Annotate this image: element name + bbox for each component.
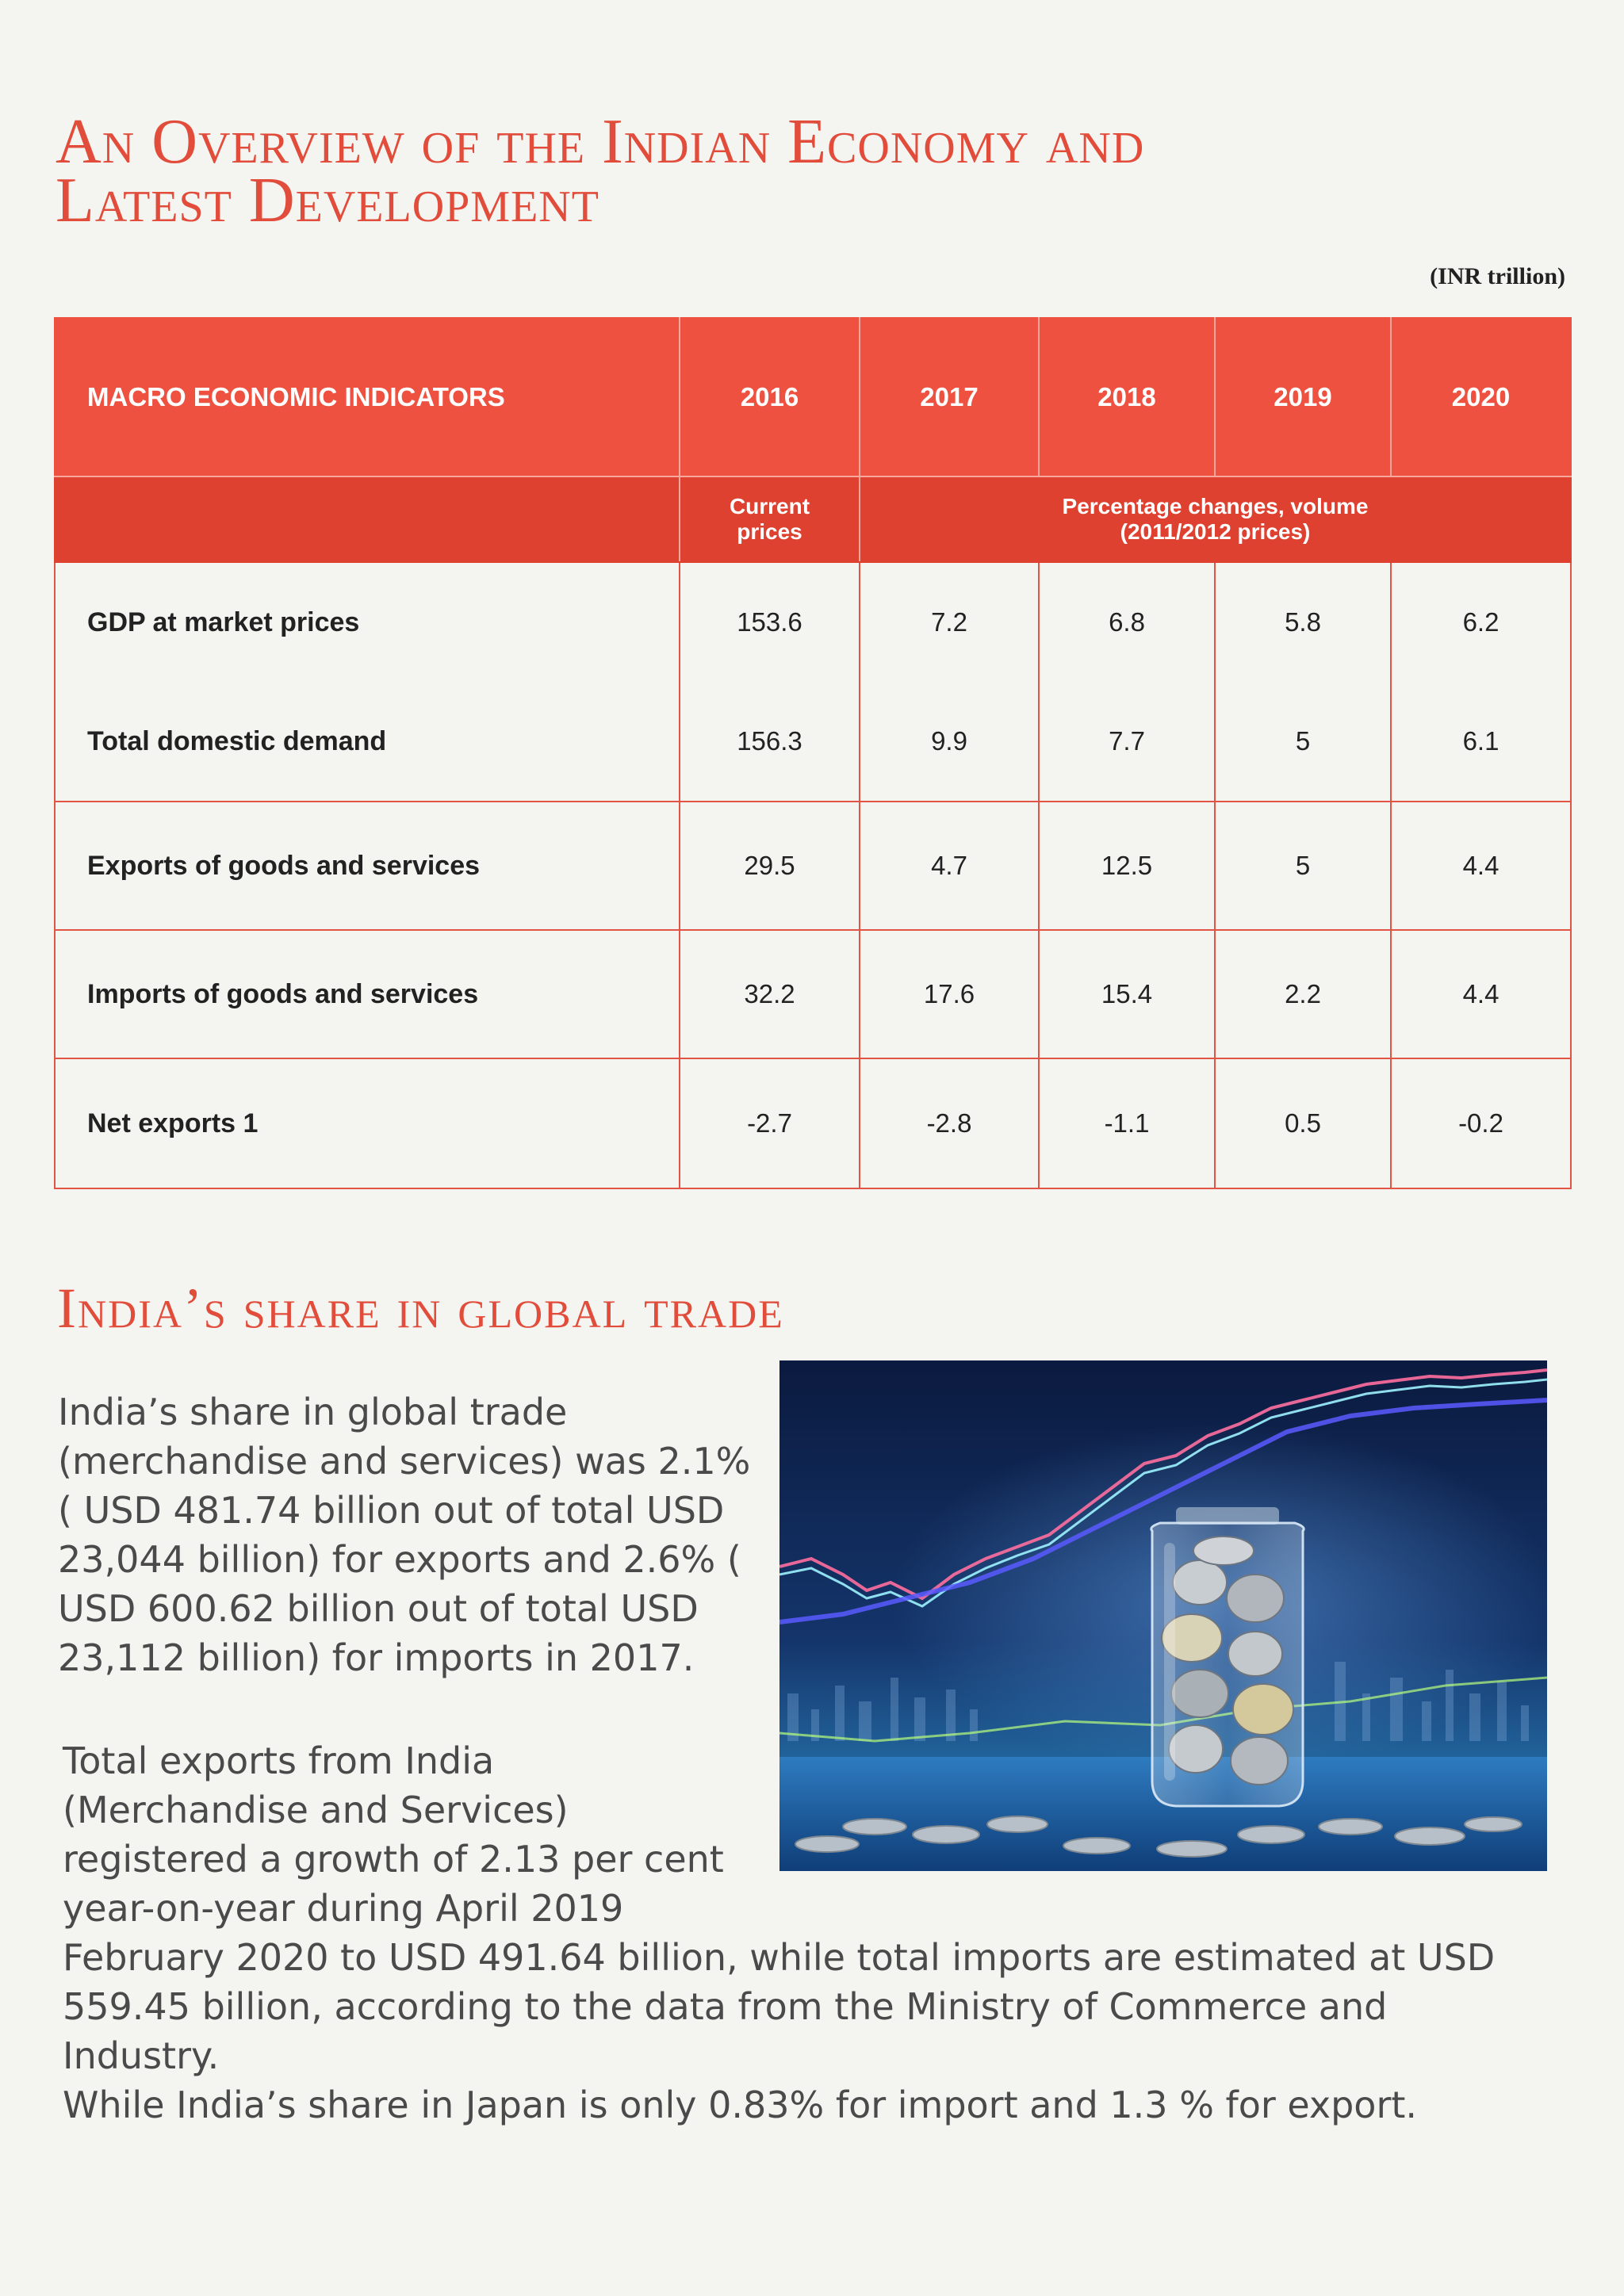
table-cell: 2.2: [1215, 930, 1391, 1058]
table-cell: 5.8: [1215, 562, 1391, 682]
table-cell: 153.6: [680, 562, 860, 682]
table-cell: 4.4: [1391, 930, 1571, 1058]
table-cell: 17.6: [860, 930, 1039, 1058]
table-row: [55, 802, 1571, 930]
page-title: [56, 107, 1404, 235]
row-label: Exports of goods and services: [55, 802, 680, 930]
year-header: 2020: [1391, 318, 1571, 476]
table-cell: 6.1: [1391, 682, 1571, 802]
exports-paragraph-part1: Total exports from India (Merchandise and Services) registered a growth of 2.13 per cent year-on-year during April 2019: [63, 1739, 724, 1930]
table-cell: -1.1: [1039, 1058, 1215, 1188]
table-subheader-row: [55, 476, 1571, 562]
table-cell: 7.7: [1039, 682, 1215, 802]
table-cell: 6.2: [1391, 562, 1571, 682]
table-cell: 0.5: [1215, 1058, 1391, 1188]
row-label: Net exports 1: [55, 1058, 680, 1188]
page-title-line2: Latest Development: [56, 166, 599, 235]
table-cell: 4.4: [1391, 802, 1571, 930]
subheader-percentage-changes: Percentage changes, volume (2011/2012 prices): [860, 476, 1571, 562]
year-header: 2016: [680, 318, 860, 476]
table-cell: 29.5: [680, 802, 860, 930]
table-cell: 156.3: [680, 682, 860, 802]
table-cell: 5: [1215, 802, 1391, 930]
row-label: GDP at market prices: [55, 562, 680, 682]
trade-share-paragraph: India’s share in global trade (merchandise and services) was 2.1% ( USD 481.74 billion out of total USD 23,044 billion) for exports and 2.6% ( USD 600.62 billion out of total USD 23,112 billion) for imports in 2017.: [58, 1391, 751, 1679]
table-cell: 12.5: [1039, 802, 1215, 930]
exports-paragraph: [63, 1736, 1530, 2130]
table-cell: -0.2: [1391, 1058, 1571, 1188]
japan-share-paragraph: While India’s share in Japan is only 0.83% for import and 1.3 % for export.: [63, 2084, 1418, 2126]
table-cell: 4.7: [860, 802, 1039, 930]
table-row: [55, 562, 1571, 682]
section-title: India’s share in global trade: [57, 1276, 784, 1340]
subheader-empty: [55, 476, 680, 562]
exports-paragraph-part2: February 2020 to USD 491.64 billion, while total imports are estimated at USD 559.45 billion, according to the data from the Ministry of Commerce and Industry.: [63, 1936, 1496, 2077]
row-label: Imports of goods and services: [55, 930, 680, 1058]
indicator-column-header: MACRO ECONOMIC INDICATORS: [55, 318, 680, 476]
table-row: [55, 930, 1571, 1058]
unit-note: (INR trillion): [1430, 263, 1565, 289]
table-cell: 6.8: [1039, 562, 1215, 682]
table-cell: 32.2: [680, 930, 860, 1058]
year-header: 2018: [1039, 318, 1215, 476]
macro-indicators-table: [54, 317, 1572, 1189]
table-cell: 7.2: [860, 562, 1039, 682]
table-row: [55, 1058, 1571, 1188]
table-cell: -2.7: [680, 1058, 860, 1188]
table-cell: 15.4: [1039, 930, 1215, 1058]
year-header: 2019: [1215, 318, 1391, 476]
subheader-current-prices: Current prices: [680, 476, 860, 562]
year-header: 2017: [860, 318, 1039, 476]
table-cell: 9.9: [860, 682, 1039, 802]
page-title-line1: An Overview of the Indian Economy and: [56, 107, 1145, 177]
table-row: [55, 682, 1571, 802]
row-label: Total domestic demand: [55, 682, 680, 802]
table-header-row: [55, 318, 1571, 476]
table-cell: 5: [1215, 682, 1391, 802]
table-cell: -2.8: [860, 1058, 1039, 1188]
